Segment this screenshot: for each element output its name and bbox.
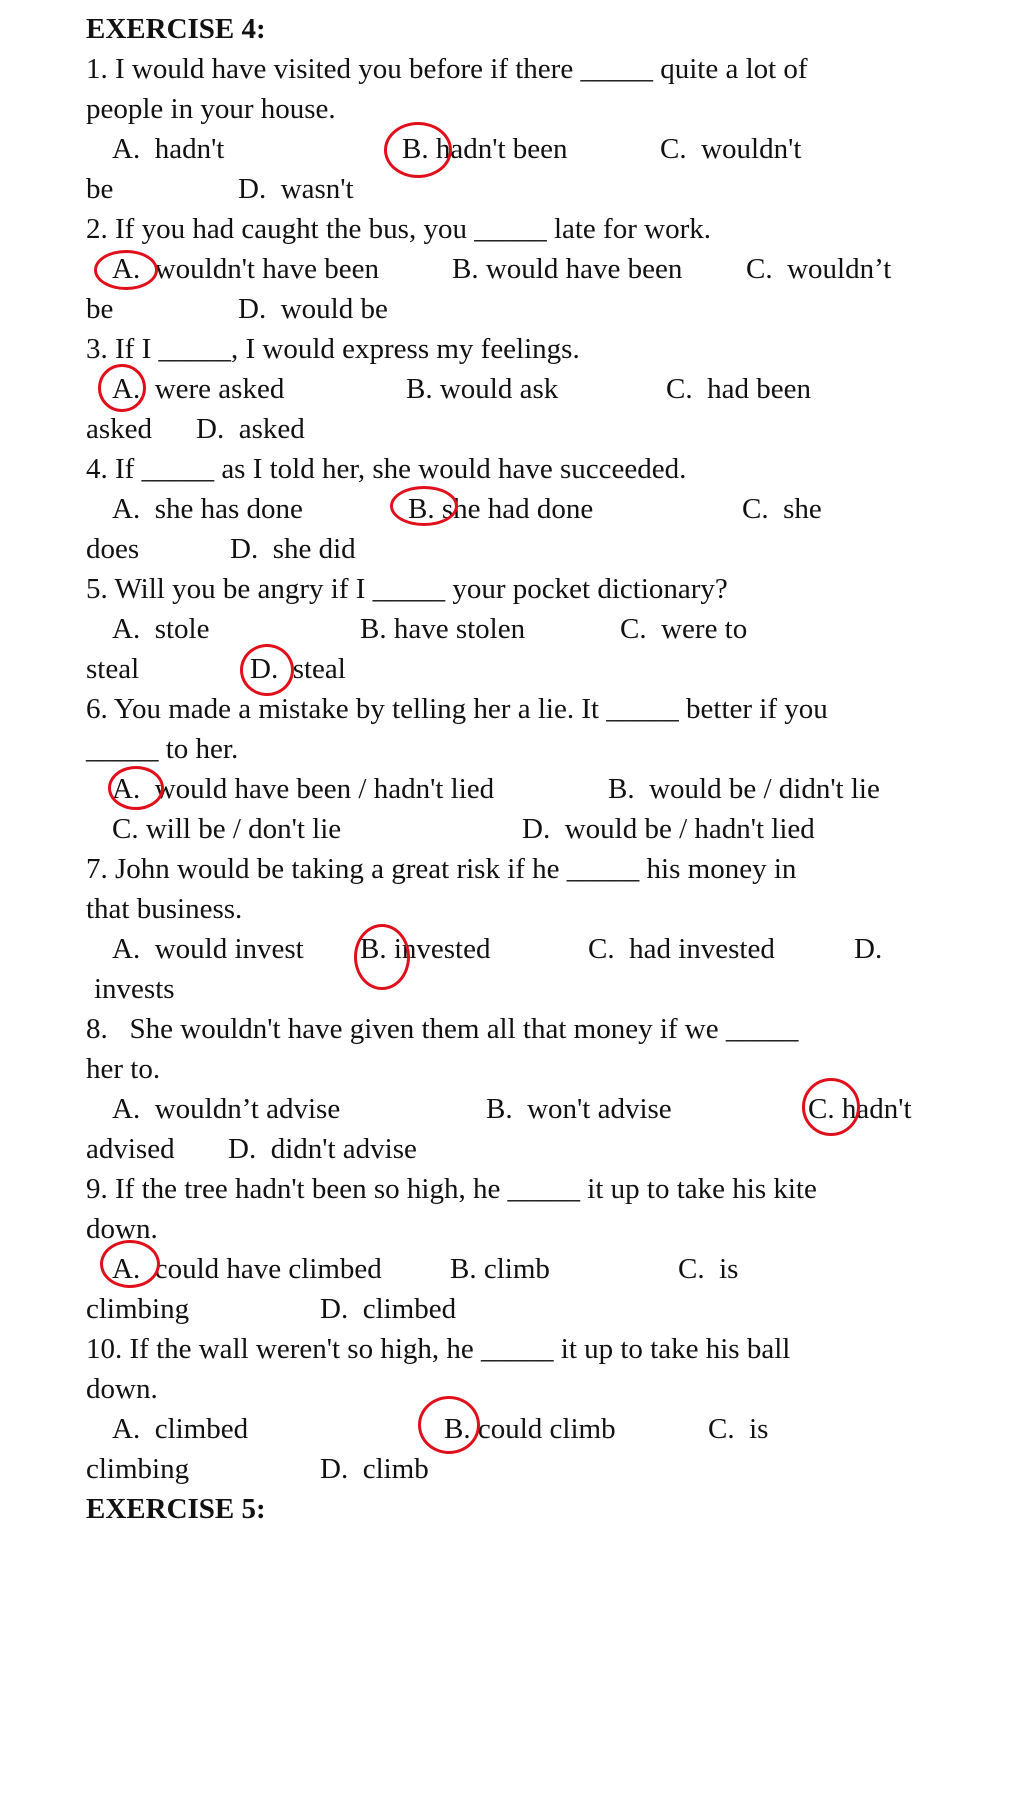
- question-9-option-a: A. could have climbed: [112, 1253, 382, 1285]
- question-10-text: 10. If the wall weren't so high, he _____ it up to take his ball: [86, 1333, 791, 1365]
- question-3-text: 3. If I _____, I would express my feelings.: [86, 333, 580, 365]
- exercise-4-title: EXERCISE 4:: [86, 13, 266, 45]
- question-9-text-cont: down.: [86, 1213, 158, 1245]
- question-5-text: 5. Will you be angry if I _____ your pocket dictionary?: [86, 573, 728, 605]
- question-5-option-d: D. steal: [250, 653, 346, 685]
- question-7-option-a: A. would invest: [112, 933, 304, 965]
- question-10-option-b: B. could climb: [444, 1413, 616, 1445]
- question-3-option-c: C. had been: [666, 373, 811, 405]
- question-8-option-c: C. hadn't: [808, 1093, 912, 1125]
- question-7-option-d: D.: [854, 933, 883, 965]
- question-6-option-b: B. would be / didn't lie: [608, 773, 880, 805]
- question-4-option-a: A. she has done: [112, 493, 303, 525]
- question-3-option-c-cont: asked: [86, 413, 153, 445]
- question-6-text-cont: _____ to her.: [86, 733, 239, 765]
- question-8-option-a: A. wouldn’t advise: [112, 1093, 341, 1125]
- question-8-text: 8. She wouldn't have given them all that money if we _____: [86, 1013, 799, 1045]
- question-7-option-c: C. had invested: [588, 933, 775, 965]
- question-5-option-c: C. were to: [620, 613, 748, 645]
- exercise-5-title: EXERCISE 5:: [86, 1493, 266, 1525]
- question-10-text-cont: down.: [86, 1373, 158, 1405]
- question-6-text: 6. You made a mistake by telling her a lie. It _____ better if you: [86, 693, 828, 725]
- question-7-text-cont: that business.: [86, 893, 243, 925]
- question-9-option-d: D. climbed: [320, 1293, 457, 1325]
- question-7-option-d-cont: invests: [94, 973, 175, 1005]
- question-7-text: 7. John would be taking a great risk if he _____ his money in: [86, 853, 797, 885]
- question-8-text-cont: her to.: [86, 1053, 161, 1085]
- question-3-option-a: A. were asked: [112, 373, 285, 405]
- question-3-option-d: D. asked: [196, 413, 305, 445]
- question-9-text: 9. If the tree hadn't been so high, he _____ it up to take his kite: [86, 1173, 817, 1205]
- question-9-option-c: C. is: [678, 1253, 739, 1285]
- question-6-option-c: C. will be / don't lie: [112, 813, 342, 845]
- question-9-option-c-cont: climbing: [86, 1293, 190, 1325]
- question-5-option-c-cont: steal: [86, 653, 140, 685]
- question-5-option-a: A. stole: [112, 613, 210, 645]
- question-2-option-d: D. would be: [238, 293, 388, 325]
- question-4-option-c-cont: does: [86, 533, 140, 565]
- question-1-text: 1. I would have visited you before if there _____ quite a lot of: [86, 53, 808, 85]
- question-1-option-c-cont: be: [86, 173, 114, 205]
- question-3-option-b: B. would ask: [406, 373, 559, 405]
- question-2-option-c-cont: be: [86, 293, 114, 325]
- question-5-option-b: B. have stolen: [360, 613, 526, 645]
- question-1-option-a: A. hadn't: [112, 133, 225, 165]
- question-4-text: 4. If _____ as I told her, she would have succeeded.: [86, 453, 687, 485]
- question-4-option-b: B. she had done: [408, 493, 594, 525]
- question-1-text-cont: people in your house.: [86, 93, 336, 125]
- question-1-option-d: D. wasn't: [238, 173, 354, 205]
- question-1-option-b: B. hadn't been: [402, 133, 568, 165]
- question-2-option-a: A. wouldn't have been: [112, 253, 379, 285]
- question-10-option-c: C. is: [708, 1413, 769, 1445]
- question-8-option-c-cont: advised: [86, 1133, 175, 1165]
- question-2-text: 2. If you had caught the bus, you _____ late for work.: [86, 213, 711, 245]
- question-8-option-b: B. won't advise: [486, 1093, 672, 1125]
- question-7-option-b: B. invested: [360, 933, 491, 965]
- question-1-option-c: C. wouldn't: [660, 133, 802, 165]
- question-2-option-c: C. wouldn’t: [746, 253, 892, 285]
- question-10-option-a: A. climbed: [112, 1413, 249, 1445]
- question-2-option-b: B. would have been: [452, 253, 683, 285]
- question-9-option-b: B. climb: [450, 1253, 550, 1285]
- question-4-option-d: D. she did: [230, 533, 356, 565]
- question-8-option-d: D. didn't advise: [228, 1133, 417, 1165]
- question-6-option-a: A. would have been / hadn't lied: [112, 773, 495, 805]
- question-10-option-d: D. climb: [320, 1453, 429, 1485]
- question-10-option-c-cont: climbing: [86, 1453, 190, 1485]
- question-6-option-d: D. would be / hadn't lied: [522, 813, 815, 845]
- question-4-option-c: C. she: [742, 493, 822, 525]
